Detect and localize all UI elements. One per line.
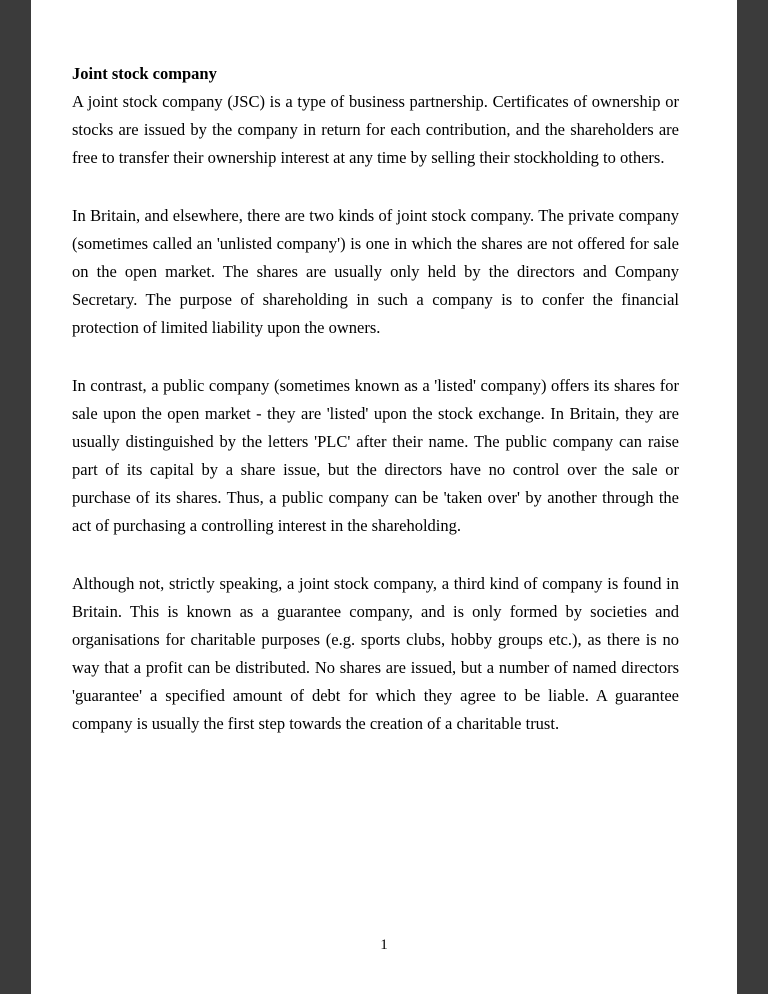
paragraph-3: In contrast, a public company (sometimes known as a 'listed' company) offers its shares for sale upon the open market - they are 'listed' upon the stock exchange. In Britain, they are usually distinguished by the letters 'PLC' after their name. The public company can raise part of its capital by a share issue, but the directors have no control over the sale or purchase of its shares. Thus, a public company can be 'taken over' by another through the act of purchasing a controlling interest in the shareholding. <box>72 376 679 535</box>
paragraph-2: In Britain, and elsewhere, there are two kinds of joint stock company. The private company (sometimes called an 'unlisted company') is one in which the shares are not offered for sale on the open market. The shares are usually only held by the directors and Company Secretary. The purpose of shareholding in such a company is to confer the financial protection of limited liability upon the owners. <box>72 206 679 337</box>
page-number: 1 <box>380 937 388 953</box>
document-page <box>31 0 737 994</box>
document-heading: Joint stock company <box>72 64 217 83</box>
paragraph-1: A joint stock company (JSC) is a type of business partnership. Certificates of ownership or stocks are issued by the company in return for each contribution, and the shareholders are free to transfer their ownership interest at any time by selling their stockholding to others. <box>72 92 679 167</box>
paragraph-4: Although not, strictly speaking, a joint stock company, a third kind of company is found in Britain. This is known as a guarantee company, and is only formed by societies and organisations for charitable purposes (e.g. sports clubs, hobby groups etc.), as there is no way that a profit can be distributed. No shares are issued, but a number of named directors 'guarantee' a specified amount of debt for which they agree to be liable. A guarantee company is usually the first step towards the creation of a charitable trust. <box>72 574 679 733</box>
